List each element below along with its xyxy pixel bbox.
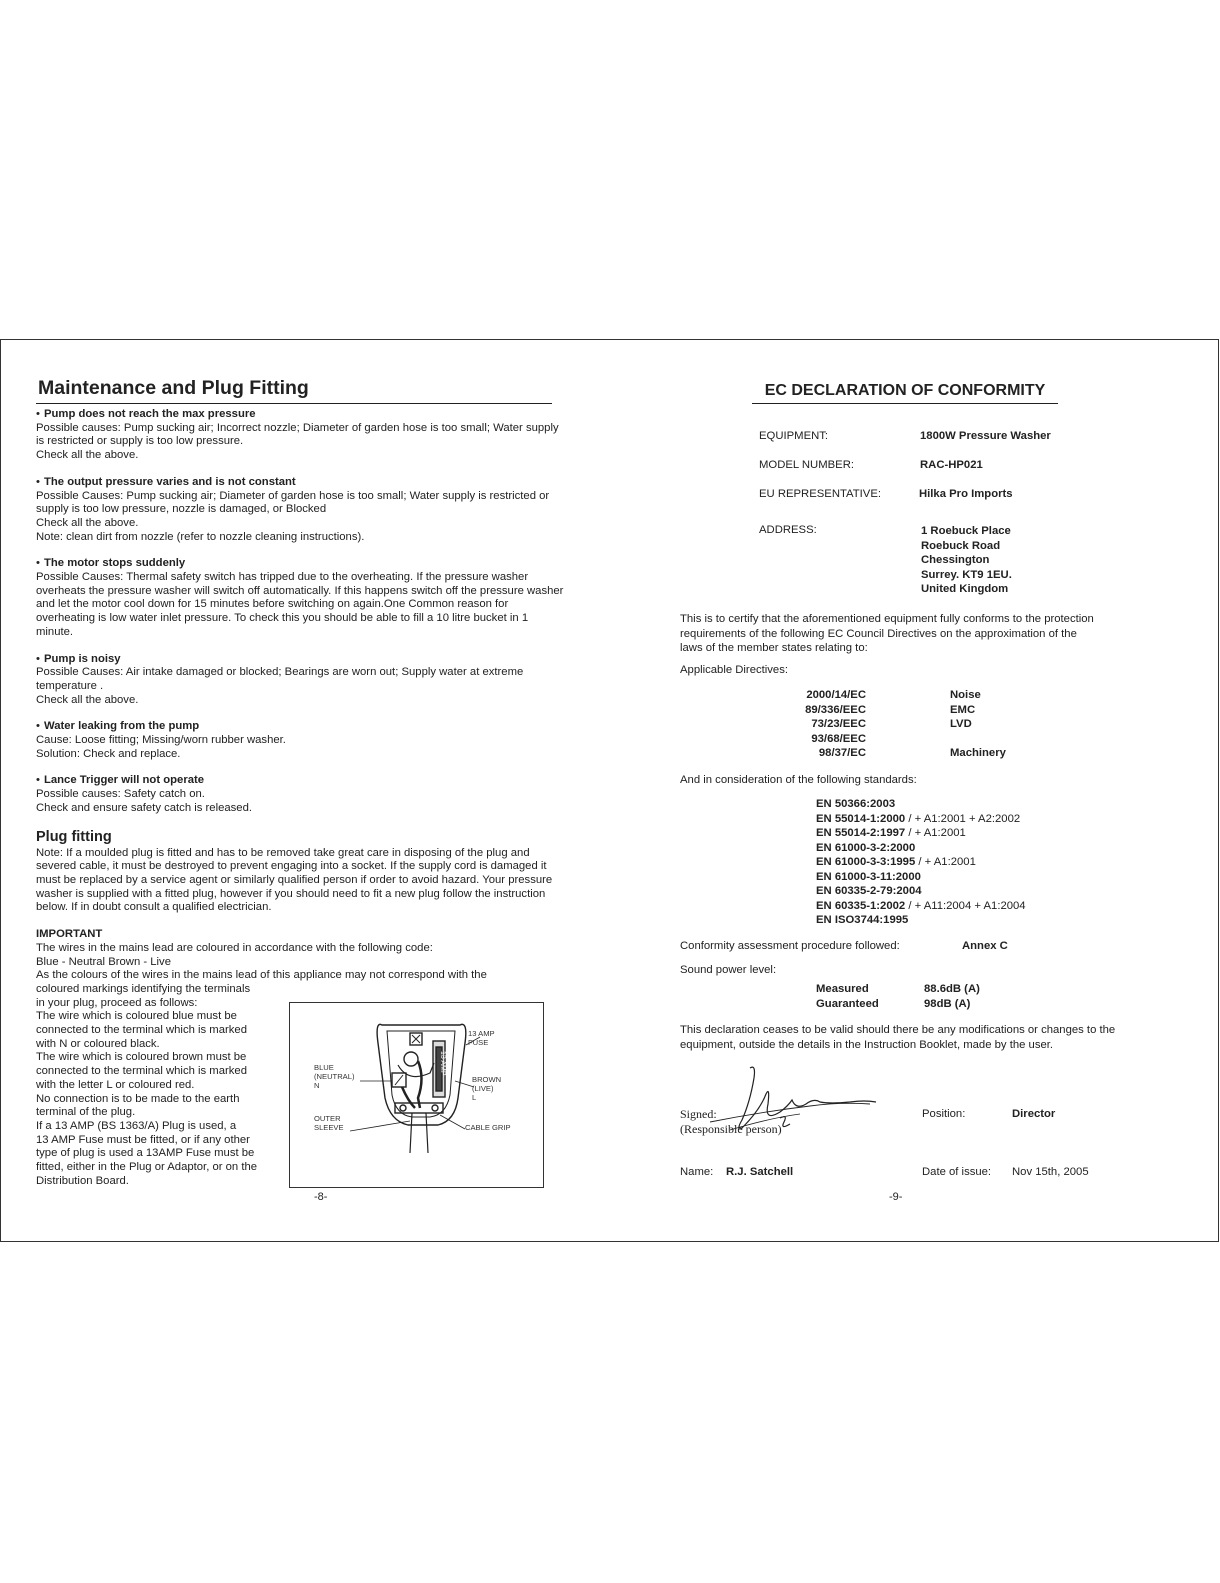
wiring-line: with N or coloured black. — [36, 1037, 160, 1050]
standard-row — [816, 870, 1026, 885]
standard-code: EN 50366:2003 — [816, 798, 896, 810]
bullet-icon: • — [36, 408, 40, 420]
representative-label: EU REPRESENTATIVE: — [759, 488, 881, 500]
standard-amendment: / + A1:2001 — [915, 856, 976, 868]
troubleshoot-item — [36, 408, 566, 463]
bullet-icon: • — [36, 720, 40, 733]
cease-line: equipment, outside the details in the Instruction Booklet, made by the user. — [680, 1038, 1054, 1051]
page-title: Maintenance and Plug Fitting — [36, 376, 552, 404]
troubleshoot-item — [36, 557, 566, 639]
directive-name: LVD — [950, 718, 972, 731]
measured-label: Measured — [816, 983, 869, 995]
item-heading — [36, 476, 566, 490]
address-line: United Kingdom — [921, 583, 1009, 596]
guaranteed-label: Guaranteed — [816, 998, 879, 1010]
page-number: -9- — [889, 1191, 903, 1203]
neutral-label: N — [314, 1081, 320, 1090]
directives-label: Applicable Directives: — [680, 664, 788, 676]
standard-row — [816, 841, 1026, 856]
item-heading-text: Lance Trigger will not operate — [43, 774, 205, 787]
certify-line: requirements of the following EC Council Directives on the approximation of the — [680, 627, 1077, 640]
fuse-label: 13 AMP — [468, 1029, 495, 1038]
standard-amendment: / + A1:2001 — [905, 827, 966, 839]
plug-fitting-heading: Plug fitting — [36, 828, 112, 845]
signature-area — [680, 1060, 888, 1150]
neutral-label: (NEUTRAL) — [314, 1072, 355, 1081]
standard-code: EN 55014-1:2000 — [816, 812, 906, 825]
certify-line: laws of the member states relating to: — [680, 642, 868, 654]
item-text: Check and ensure safety catch is released. — [36, 801, 253, 814]
model-value: RAC-HP021 — [920, 459, 983, 471]
wiring-line: terminal of the plug. — [36, 1106, 136, 1119]
item-text: Check all the above. — [36, 449, 139, 462]
equipment-value: 1800W Pressure Washer — [920, 430, 1051, 442]
important-line: Blue - Neutral Brown - Live — [36, 955, 171, 968]
troubleshoot-item — [36, 653, 566, 708]
item-text: Possible causes: Pump sucking air; Incorrect nozzle; Diameter of garden hose is too small; Water supply is restricted or supply is too low pressure. — [36, 421, 559, 448]
measured-value: 88.6dB (A) — [924, 983, 980, 995]
wiring-line: No connection is to be made to the earth — [36, 1092, 240, 1105]
live-label: BROWN — [472, 1075, 502, 1084]
directive-code: 98/37/EC — [818, 747, 866, 760]
date-value: Nov 15th, 2005 — [1012, 1166, 1089, 1178]
fuse-label: FUSE — [468, 1038, 489, 1047]
troubleshoot-item — [36, 720, 566, 761]
item-heading-text: The motor stops suddenly — [43, 557, 186, 570]
neutral-label: BLUE — [314, 1063, 334, 1072]
standard-code: EN 60335-1:2002 — [816, 899, 906, 912]
standard-code: EN ISO3744:1995 — [816, 914, 909, 926]
wiring-line: connected to the terminal which is marked — [36, 1065, 247, 1078]
directive-code: 2000/14/EC — [806, 689, 866, 701]
bullet-icon: • — [36, 774, 40, 787]
directive-name: EMC — [950, 703, 976, 716]
sound-label: Sound power level: — [680, 964, 777, 976]
equipment-label: EQUIPMENT: — [759, 430, 829, 442]
signed-label: Signed: — [680, 1107, 717, 1121]
item-text: Note: clean dirt from nozzle (refer to nozzle cleaning instructions). — [36, 530, 365, 543]
directive-code: 89/336/EEC — [805, 703, 866, 716]
directive-row — [760, 746, 1060, 761]
address-line: Surrey. KT9 1EU. — [921, 568, 1012, 581]
directive-row — [760, 688, 1060, 703]
cable-grip-label: CABLE GRIP — [465, 1123, 511, 1132]
item-text: Check all the above. — [36, 516, 139, 529]
position-label: Position: — [922, 1108, 966, 1120]
bullet-icon: • — [36, 652, 40, 665]
cease-text — [680, 1023, 1115, 1052]
item-heading — [36, 774, 566, 788]
wiring-line: coloured markings identifying the terminals — [36, 982, 251, 995]
bullet-icon: • — [36, 475, 40, 488]
name-label: Name: — [680, 1166, 714, 1178]
wiring-line: in your plug, proceed as follows: — [36, 996, 198, 1009]
certify-text — [680, 612, 1094, 656]
address-block — [921, 524, 1012, 597]
address-label: ADDRESS: — [759, 524, 817, 536]
item-heading-text: Water leaking from the pump — [43, 720, 200, 733]
standard-row — [816, 797, 1026, 812]
item-text: Possible causes: Safety catch on. — [36, 788, 205, 801]
certify-line: This is to certify that the aforementioned equipment fully conforms to the protection — [680, 613, 1094, 625]
page-number: -8- — [314, 1191, 328, 1203]
standard-code: EN 61000-3-11:2000 — [816, 870, 921, 883]
date-label: Date of issue: — [922, 1166, 992, 1178]
item-text: Check all the above. — [36, 693, 139, 706]
item-text: Solution: Check and replace. — [36, 747, 181, 760]
troubleshoot-item — [36, 476, 566, 545]
wiring-line: fitted, either in the Plug or Adaptor, or on the — [36, 1161, 258, 1174]
item-heading-text: The output pressure varies and is not constant — [43, 475, 296, 488]
wiring-line: The wire which is coloured brown must be — [36, 1051, 247, 1064]
directive-row — [760, 703, 1060, 718]
position-value: Director — [1012, 1108, 1056, 1120]
standard-code: EN 55014-2:1997 — [816, 827, 906, 839]
standard-row — [816, 826, 1026, 841]
item-text: Possible Causes: Thermal safety switch has tripped due to the overheating. If the pressure washer overheats the pressure washer will switch off automatically. If this happens switch off the pressure washer and let the motor cool down for 15 minutes before switching on again.One Common reason for overheating is low water inlet pressure. To check this you should be able to fill a 10 litre bucket in 1 minute. — [36, 571, 564, 638]
cease-line: This declaration ceases to be valid should there be any modifications or changes to the — [680, 1024, 1116, 1036]
standards-list — [816, 797, 1026, 928]
sleeve-label: SLEEVE — [314, 1123, 344, 1132]
item-text: Possible Causes: Pump sucking air; Diameter of garden hose is too small; Water supply is restricted or supply is too low pressure, nozzle is damaged, or Blocked — [36, 489, 550, 516]
representative-value: Hilka Pro Imports — [919, 488, 1013, 500]
guaranteed-value: 98dB (A) — [924, 998, 971, 1010]
wiring-instructions — [36, 983, 268, 1189]
standard-code: EN 60335-2-79:2004 — [816, 885, 922, 897]
wiring-line: The wire which is coloured blue must be — [36, 1010, 237, 1023]
conformity-value: Annex C — [962, 940, 1008, 952]
item-heading-text: Pump does not reach the max pressure — [43, 408, 256, 420]
responsible-label: (Responsible person) — [680, 1122, 782, 1136]
standard-row — [816, 855, 1026, 870]
item-heading — [36, 653, 566, 667]
model-label: MODEL NUMBER: — [759, 459, 854, 471]
standard-row — [816, 913, 1026, 928]
directive-row — [760, 717, 1060, 732]
directive-name: Machinery — [950, 747, 1006, 760]
directive-row — [760, 732, 1060, 747]
item-text: Cause: Loose fitting; Missing/worn rubber washer. — [36, 734, 286, 747]
address-line: Roebuck Road — [921, 539, 1001, 552]
wiring-line: connected to the terminal which is marked — [36, 1024, 247, 1037]
standard-row — [816, 899, 1026, 914]
important-line: As the colours of the wires in the mains lead of this appliance may not correspond with the — [36, 969, 487, 982]
item-heading — [36, 720, 566, 734]
fuse-rating-text: 13 AMP — [439, 1051, 446, 1076]
directives-table — [760, 688, 1060, 761]
standard-amendment: / + A11:2004 + A1:2004 — [905, 899, 1026, 912]
item-heading — [36, 557, 566, 571]
standard-row — [816, 884, 1026, 899]
troubleshooting-list — [36, 408, 566, 816]
plug-illustration — [290, 1003, 543, 1187]
directive-code: 93/68/EEC — [811, 732, 866, 745]
sleeve-label: OUTER — [314, 1114, 341, 1123]
important-line: The wires in the mains lead are coloured in accordance with the following code: — [36, 941, 433, 954]
item-heading — [36, 408, 566, 422]
conformity-label: Conformity assessment procedure followed: — [680, 940, 900, 952]
item-heading-text: Pump is noisy — [43, 652, 121, 665]
troubleshoot-item — [36, 774, 566, 815]
standard-amendment: / + A1:2001 + A2:2002 — [905, 812, 1021, 825]
item-text: Possible Causes: Air intake damaged or blocked; Bearings are worn out; Supply water at extreme temperature . — [36, 666, 524, 692]
wiring-line: type of plug is used a 13AMP Fuse must be — [36, 1147, 255, 1160]
wiring-line: 13 AMP Fuse must be fitted, or if any other — [36, 1133, 250, 1146]
live-label: L — [472, 1093, 477, 1102]
standards-label: And in consideration of the following standards: — [680, 774, 917, 786]
directive-code: 73/23/EEC — [811, 718, 866, 731]
directive-name: Noise — [950, 689, 981, 701]
wiring-line: Distribution Board. — [36, 1174, 129, 1187]
standard-code: EN 61000-3-2:2000 — [816, 841, 916, 854]
plug-note: Note: If a moulded plug is fitted and has to be removed take great care in disposing of the plug and severed cable, it must be destroyed to prevent engaging into a socket. If the supply cord is damaged it must be replaced by a service agent or similarly qualified person if order to avoid hazard. Your pressure washer is supplied with a fitted plug, however if you should need to fit a new plug follow the instruction below. If in doubt consult a qualified electrician. — [36, 846, 553, 914]
declaration-title: EC DECLARATION OF CONFORMITY — [752, 380, 1058, 404]
plug-wiring-diagram — [289, 1002, 544, 1188]
standard-code: EN 61000-3-3:1995 — [816, 856, 916, 868]
standard-row — [816, 812, 1026, 827]
wiring-line: with the letter L or coloured red. — [36, 1078, 195, 1091]
important-heading: IMPORTANT — [36, 928, 103, 941]
wiring-line: If a 13 AMP (BS 1363/A) Plug is used, a — [36, 1119, 237, 1132]
name-value: R.J. Satchell — [726, 1166, 794, 1178]
live-label: (LIVE) — [472, 1084, 494, 1093]
bullet-icon: • — [36, 557, 40, 570]
address-line: 1 Roebuck Place — [921, 525, 1011, 537]
address-line: Chessington — [921, 554, 990, 567]
